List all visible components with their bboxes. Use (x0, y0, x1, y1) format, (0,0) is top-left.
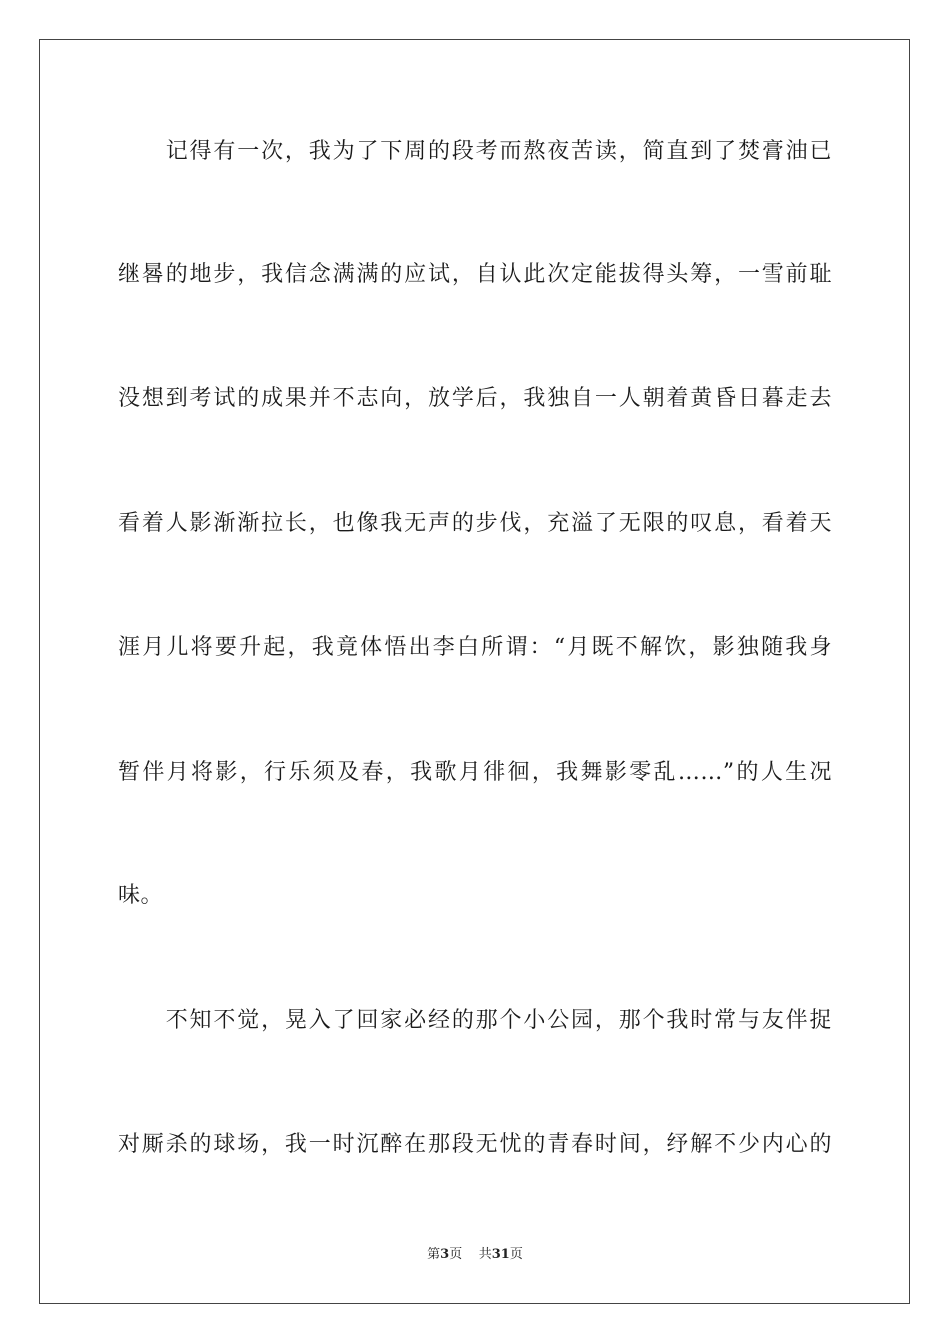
text-line-5: 涯月儿将要升起，我竟体悟出李白所谓：“月既不解饮，影独随我身 (118, 635, 832, 660)
page-suffix: 页 (449, 1247, 463, 1262)
page-border (39, 39, 910, 1304)
total-prefix: 共 (478, 1247, 492, 1262)
page-number: 3 (440, 1247, 450, 1262)
page-prefix: 第 (427, 1247, 441, 1262)
text-line-2: 继晷的地步，我信念满满的应试，自认此次定能拔得头筹，一雪前耻 (118, 262, 832, 287)
page-footer (0, 1247, 950, 1263)
text-line-4: 看着人影渐渐拉长，也像我无声的步伐，充溢了无限的叹息，看着天 (118, 511, 832, 536)
total-suffix: 页 (509, 1247, 523, 1262)
text-line-3: 没想到考试的成果并不志向，放学后，我独自一人朝着黄昏日暮走去 (118, 386, 832, 411)
text-line-1: 记得有一次，我为了下周的段考而熬夜苦读，简直到了焚膏油已 (118, 139, 832, 164)
text-line-9: 对厮杀的球场，我一时沉醉在那段无忧的青春时间，纾解不少内心的 (118, 1132, 832, 1157)
total-pages: 31 (491, 1247, 510, 1262)
text-line-6: 暂伴月将影，行乐须及春，我歌月徘徊，我舞影零乱……”的人生况 (118, 760, 832, 785)
text-line-8: 不知不觉，晃入了回家必经的那个小公园，那个我时常与友伴捉 (118, 1008, 832, 1033)
text-line-7: 味。 (118, 883, 164, 908)
